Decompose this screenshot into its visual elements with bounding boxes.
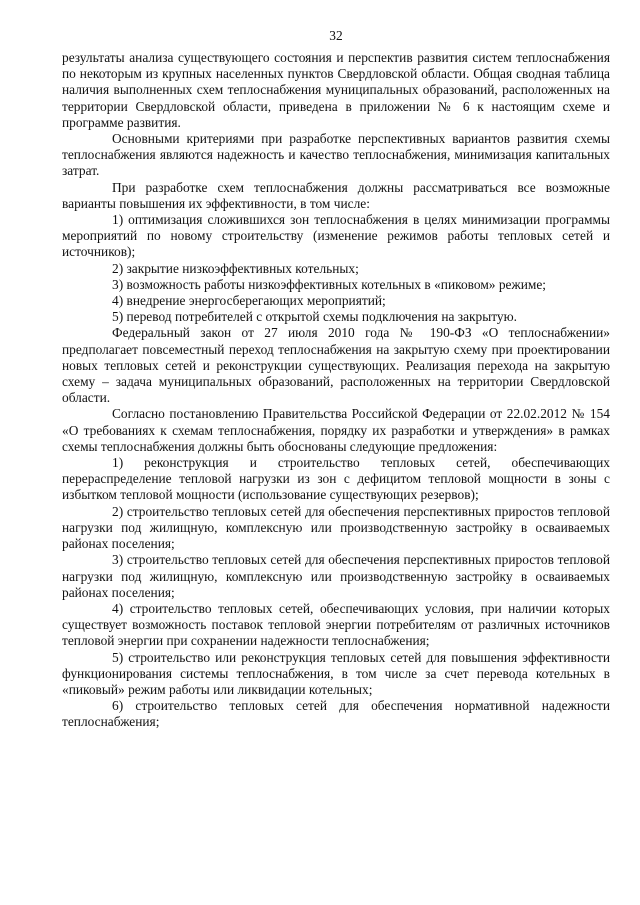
- list-item: 5) строительство или реконструкция тепловых сетей для повышения эффективности функционирования системы теплоснабжения, в том числе за счет перевода котельных в «пиковый» режим работы или ликвидации котельных;: [62, 649, 610, 697]
- paragraph: Федеральный закон от 27 июля 2010 года № 190-ФЗ «О теплоснабжении» предполагает повсеместный переход теплоснабжения на закрытую схему при проектировании новых тепловых сетей и реконструкции существующих. Реализация перехода на закрытую схему – задача муниципальных образований, расположенных на территории Свердловской области.: [62, 325, 610, 406]
- paragraph: При разработке схем теплоснабжения должны рассматриваться все возможные варианты повышения их эффективности, в том числе:: [62, 179, 610, 211]
- document-page: [62, 28, 610, 731]
- list-item: 1) оптимизация сложившихся зон теплоснабжения в целях минимизации программы мероприятий по новому строительству (изменение режимов работы тепловых сетей и источников);: [62, 212, 610, 260]
- list-item: 4) строительство тепловых сетей, обеспечивающих условия, при наличии которых существует возможность поставок тепловой энергии потребителям от различных источников тепловой энергии при сохранении надежности теплоснабжения;: [62, 600, 610, 649]
- paragraph: Согласно постановлению Правительства Российской Федерации от 22.02.2012 № 154 «О требованиях к схемам теплоснабжения, порядку их разработки и утверждения» в рамках схемы теплоснабжения должны быть обоснованы следующие предложения:: [62, 406, 610, 454]
- paragraph: Основными критериями при разработке перспективных вариантов развития схемы теплоснабжения являются надежность и качество теплоснабжения, минимизация капитальных затрат.: [62, 131, 610, 179]
- list-item: 3) возможность работы низкоэффективных котельных в «пиковом» режиме;: [112, 276, 547, 292]
- list-item: 1) реконструкция и строительство тепловых сетей, обеспечивающих перераспределение тепловой нагрузки из зон с дефицитом тепловой мощности в зоны с избытком тепловой мощности (использование существующих резервов);: [62, 455, 610, 503]
- document-body: [62, 50, 610, 731]
- list-item: 3) строительство тепловых сетей для обеспечения перспективных приростов тепловой нагрузки под жилищную, комплексную или производственную застройку в осваиваемых районах поселения;: [62, 552, 610, 600]
- paragraph: результаты анализа существующего состояния и перспектив развития систем теплоснабжения по некоторым из крупных населенных пунктов Свердловской области. Общая сводная таблица наличия выполненных схем теплоснабжения муниципальных образований, расположенных на территории Свердловской области, приведена в приложении № 6 к настоящим схеме и программе развития.: [62, 50, 610, 130]
- list-item: 5) перевод потребителей с открытой схемы подключения на закрытую.: [112, 309, 517, 325]
- list-item: 2) закрытие низкоэффективных котельных;: [112, 260, 359, 276]
- list-item: 4) внедрение энергосберегающих мероприятий;: [112, 293, 386, 309]
- page-number: 32: [329, 28, 343, 43]
- list-item: 6) строительство тепловых сетей для обеспечения нормативной надежности теплоснабжения;: [62, 698, 610, 730]
- list-item: 2) строительство тепловых сетей для обеспечения перспективных приростов тепловой нагрузки под жилищную, комплексную или производственную застройку в осваиваемых районах поселения;: [62, 503, 610, 552]
